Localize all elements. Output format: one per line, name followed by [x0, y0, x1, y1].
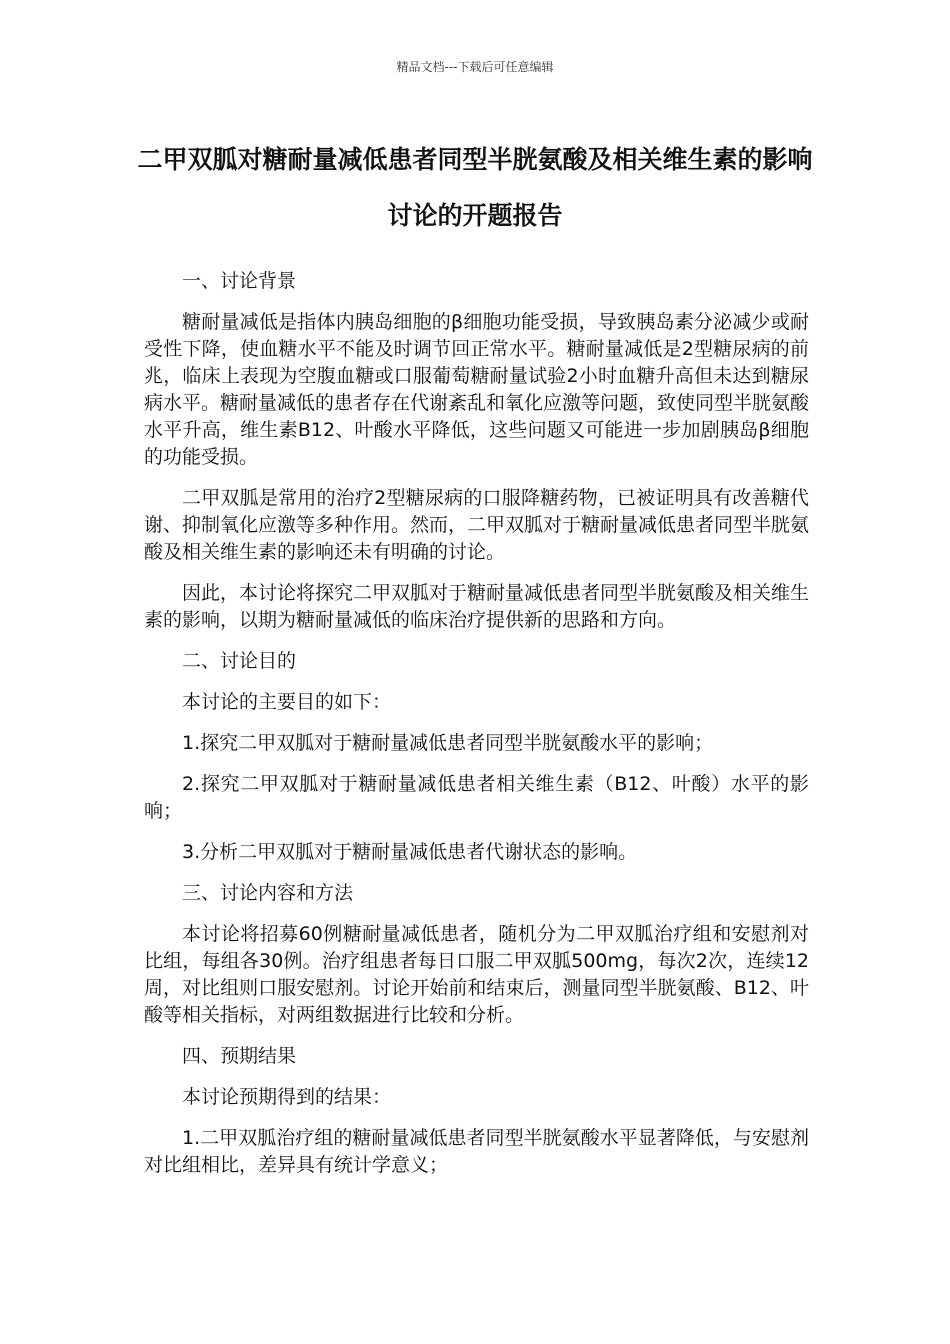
list-item: 2.探究二甲双胍对于糖耐量减低患者相关维生素（B12、叶酸）水平的影响； [144, 773, 809, 822]
section-heading-methods: 三、讨论内容和方法 [182, 882, 354, 904]
document-title: 二甲双胍对糖耐量减低患者同型半胱氨酸及相关维生素的影响讨论的开题报告 [137, 145, 813, 230]
paragraph: 二甲双胍是常用的治疗2型糖尿病的口服降糖药物，已被证明具有改善糖代谢、抑制氧化应激等多种作用。然而，二甲双胍对于糖耐量减低患者同型半胱氨酸及相关维生素的影响还未有明确的讨论。 [144, 487, 810, 563]
section-heading-expected-results: 四、预期结果 [182, 1045, 297, 1067]
list-item: 1.探究二甲双胍对于糖耐量减低患者同型半胱氨酸水平的影响； [182, 732, 714, 754]
paragraph: 本讨论将招募60例糖耐量减低患者，随机分为二甲双胍治疗组和安慰剂对比组，每组各30例。治疗组患者每日口服二甲双胍500mg，每次2次，连续12周，对比组则口服安慰剂。讨论开始前和结束后，测量同型半胱氨酸、B12、叶酸等相关指标，对两组数据进行比较和分析。 [144, 923, 809, 1026]
list-item: 3.分析二甲双胍对于糖耐量减低患者代谢状态的影响。 [182, 841, 638, 863]
paragraph: 因此，本讨论将探究二甲双胍对于糖耐量减低患者同型半胱氨酸及相关维生素的影响，以期为糖耐量减低的临床治疗提供新的思路和方向。 [144, 582, 810, 631]
section-heading-purpose: 二、讨论目的 [182, 650, 297, 672]
section-heading-background: 一、讨论背景 [182, 270, 297, 292]
paragraph: 本讨论预期得到的结果： [182, 1086, 392, 1108]
document-body [144, 268, 809, 1193]
list-item: 1.二甲双胍治疗组的糖耐量减低患者同型半胱氨酸水平显著降低，与安慰剂对比组相比，差异具有统计学意义； [144, 1127, 809, 1176]
paragraph: 本讨论的主要目的如下： [182, 691, 392, 713]
paragraph: 糖耐量减低是指体内胰岛细胞的β细胞功能受损，导致胰岛素分泌减少或耐受性下降，使血糖水平不能及时调节回正常水平。糖耐量减低是2型糖尿病的前兆，临床上表现为空腹血糖或口服葡萄糖耐量试验2小时血糖升高但未达到糖尿病水平。糖耐量减低的患者存在代谢紊乱和氧化应激等问题，致使同型半胱氨酸水平升高，维生素B12、叶酸水平降低，这些问题又可能进一步加剧胰岛β细胞的功能受损。 [144, 311, 810, 468]
header-note: 精品文档---下载后可任意编辑 [396, 60, 554, 74]
